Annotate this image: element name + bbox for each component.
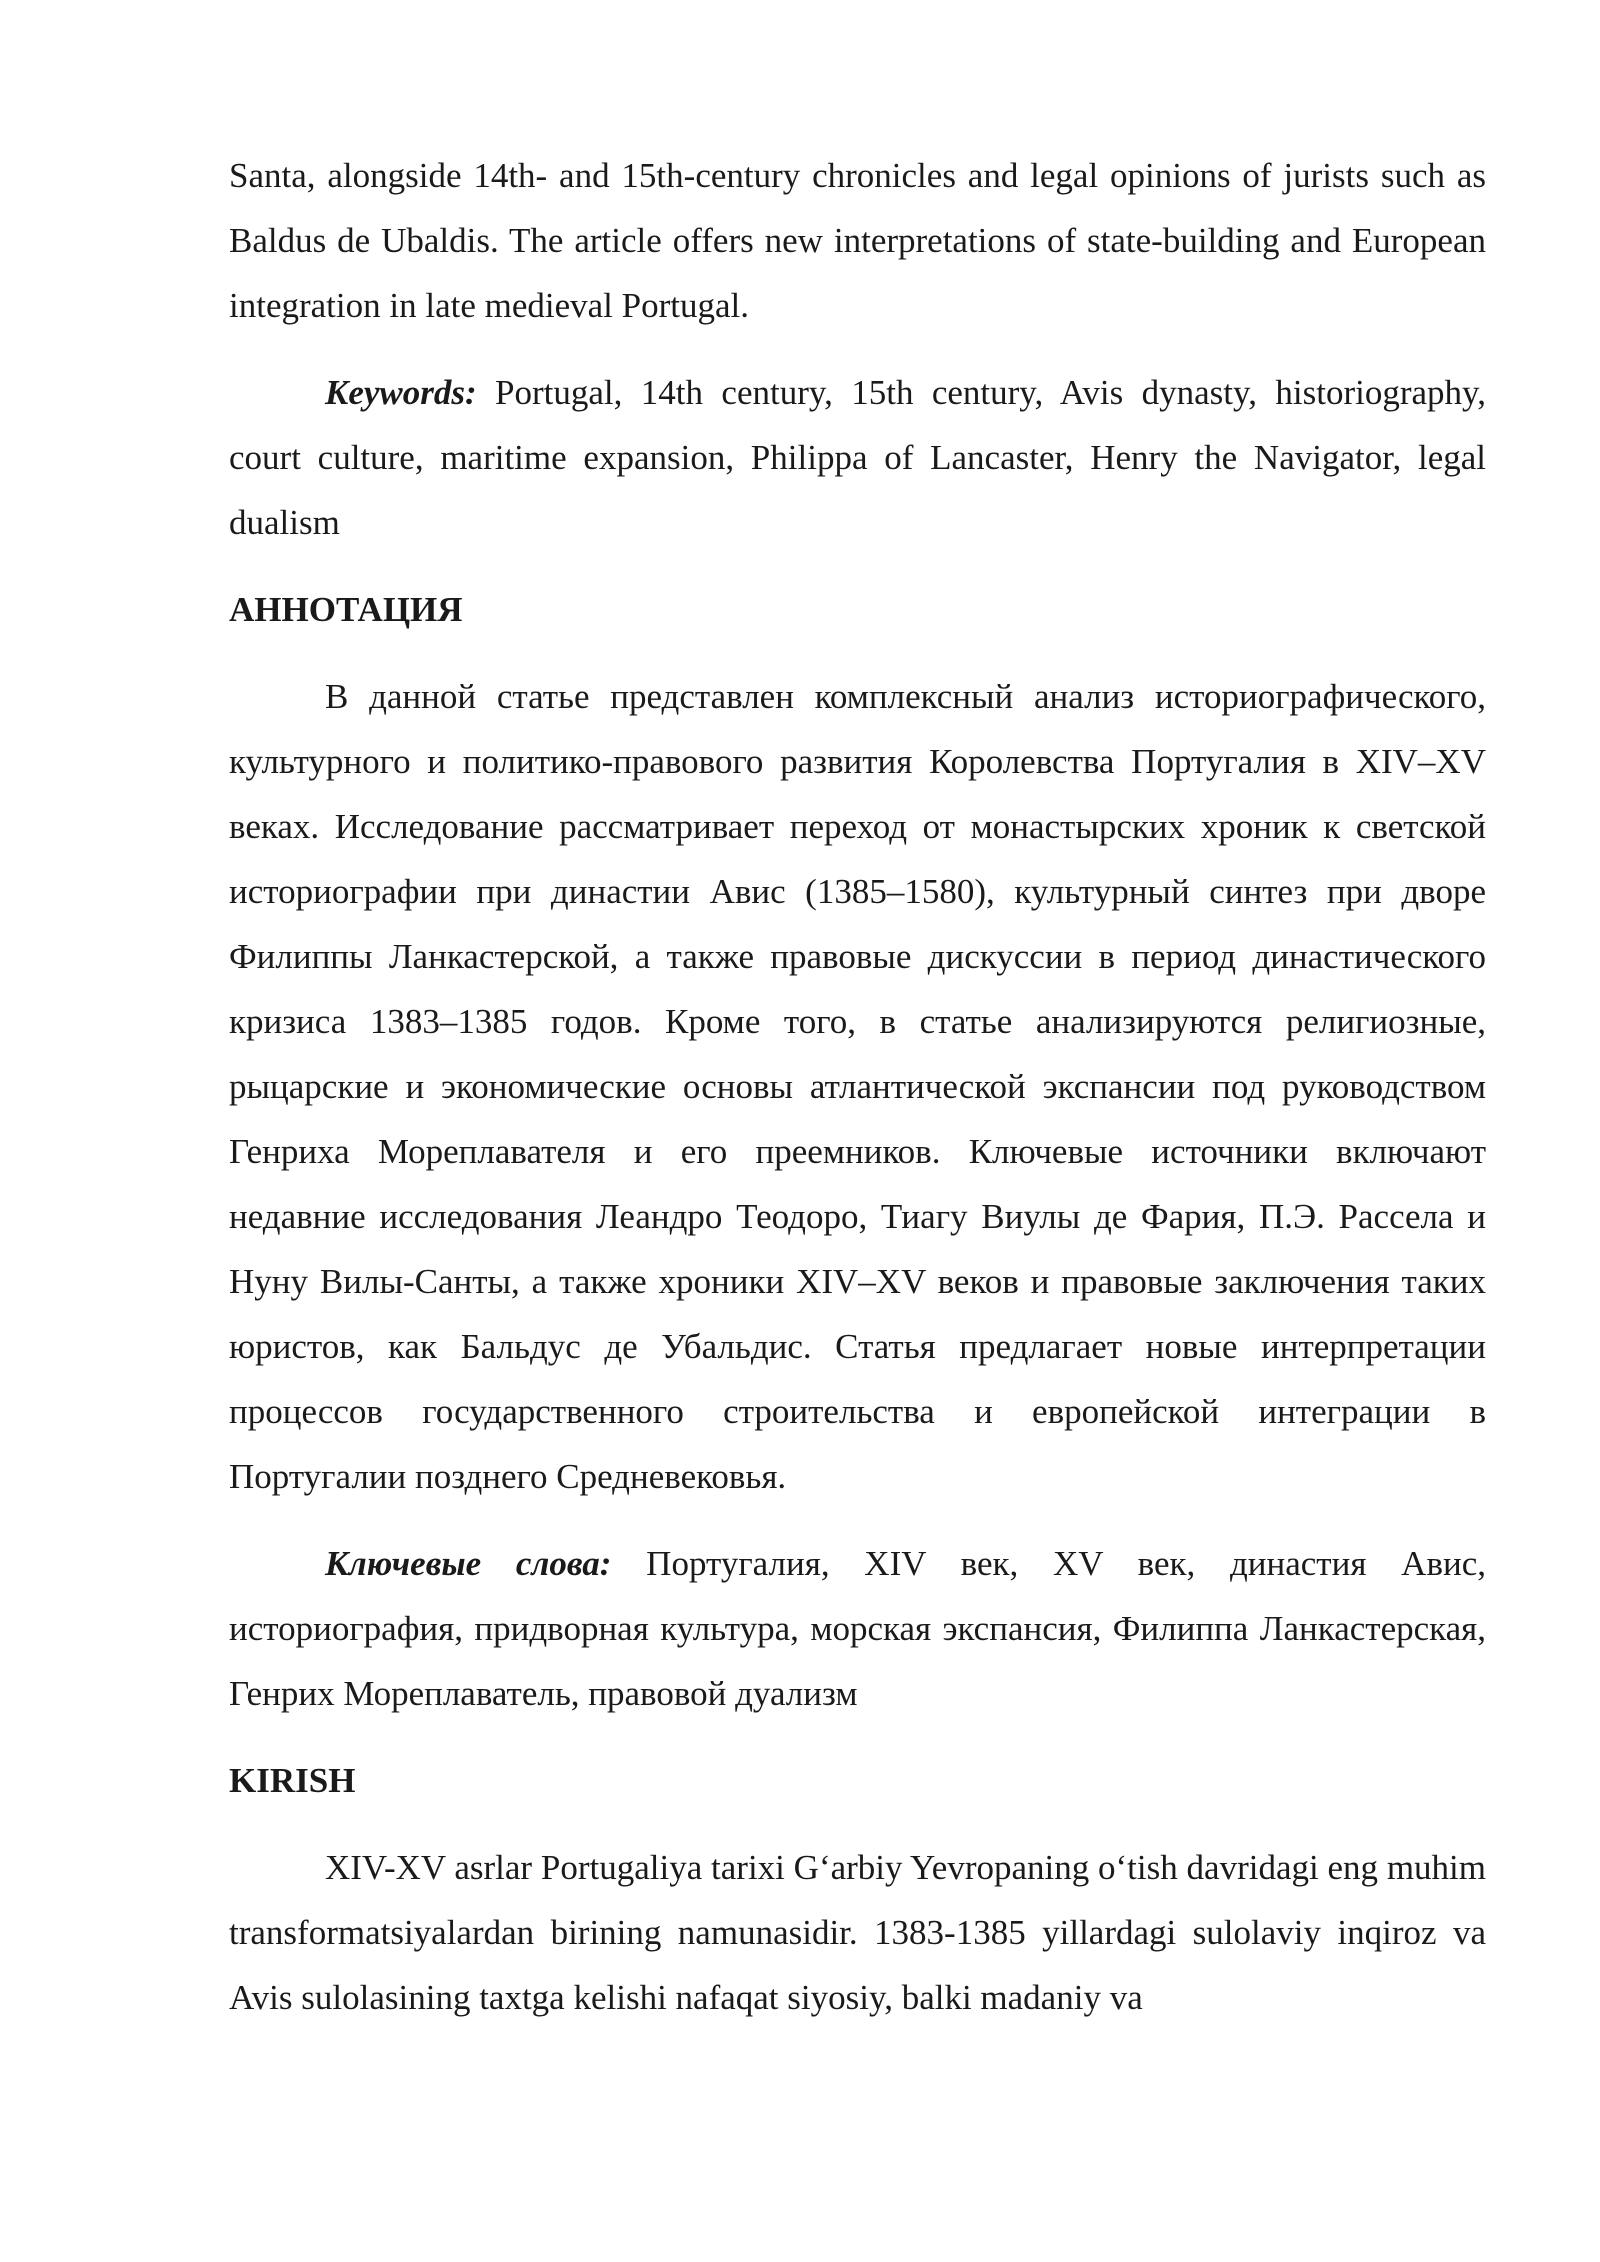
intro-body: XIV-XV asrlar Portugaliya tarixi G‘arbiy Yevropaning o‘tish davridagi eng muhim transformatsiyalardan birining namunasidir. 1383-1385 yillardagi sulolaviy inqiroz va Avis sulolasining taxtga kelishi nafaqat siyosiy, balki madaniy va [229, 1848, 1486, 2017]
annotation-heading: АННОТАЦИЯ [229, 590, 463, 629]
keywords-en [229, 360, 1486, 555]
keywords-en-text: Portugal, 14th century, 15th century, Avis dynasty, historiography, court culture, maritime expansion, Philippa of Lancaster, Henry the Navigator, legal dualism [229, 373, 1486, 542]
annotation-body: В данной статье представлен комплексный анализ историографического, культурного и политико-правового развития Королевства Португалия в XIV–XV веках. Исследование рассматривает переход от монастырских хроник к светской историографии при династии Авис (1385–1580), культурный синтез при дворе Филиппы Ланкастерской, а также правовые дискуссии в период династического кризиса 1383–1385 годов. Кроме того, в статье анализируются религиозные, рыцарские и экономические основы атлантической экспансии под руководством Генриха Мореплавателя и его преемников. Ключевые источники включают недавние исследования Леандро Теодоро, Тиагу Виулы де Фария, П.Э. Рассела и Нуну Вилы-Санты, а также хроники XIV–XV веков и правовые заключения таких юристов, как Бальдус де Убальдис. Статья предлагает новые интерпретации процессов государственного строительства и европейской интеграции в Португалии позднего Средневековья. [229, 677, 1486, 1496]
abstract-en-continuation: Santa, alongside 14th- and 15th-century chronicles and legal opinions of jurists such as Baldus de Ubaldis. The article offers new interpretations of state-building and European integration in late medieval Portugal. [229, 156, 1486, 325]
document-page [229, 143, 1486, 2030]
keywords-ru-text: Португалия, XIV век, XV век, династия Авис, историография, придворная культура, морская экспансия, Филиппа Ланкастерская, Генрих Мореплаватель, правовой дуализм [229, 1544, 1486, 1713]
intro-heading: KIRISH [229, 1761, 356, 1800]
keywords-en-label: Keywords: [325, 373, 477, 412]
keywords-ru-label: Ключевые слова: [325, 1544, 612, 1583]
keywords-ru [229, 1531, 1486, 1726]
